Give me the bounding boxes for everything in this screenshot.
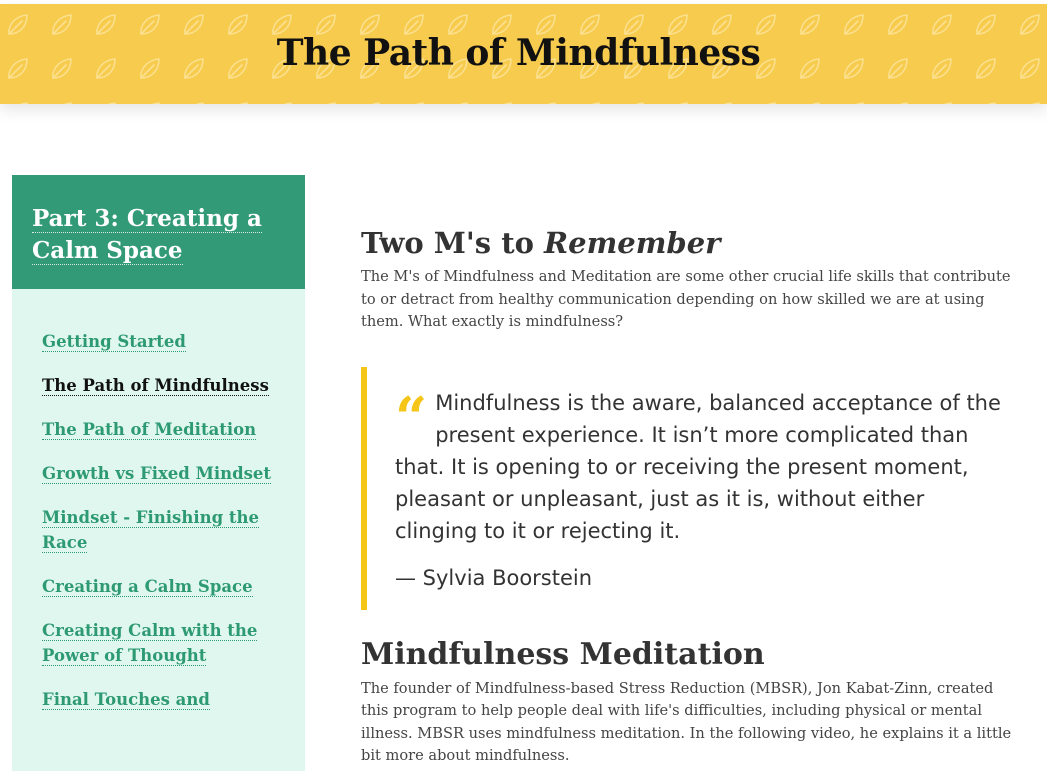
pull-quote	[361, 367, 1021, 610]
section-heading-meditation: Mindfulness Meditation	[361, 636, 765, 672]
sidebar-item-path-of-mindfulness[interactable]	[42, 373, 285, 398]
sidebar-item-label[interactable]: Final Touches and	[42, 690, 210, 709]
sidebar-item-label[interactable]: The Path of Mindfulness	[42, 376, 269, 395]
sidebar-item-label[interactable]: Growth vs Fixed Mindset	[42, 464, 272, 483]
quote-icon: “	[395, 384, 428, 451]
sidebar-item-label[interactable]: The Path of Meditation	[42, 420, 257, 439]
sidebar-item-creating-calm-space[interactable]	[42, 574, 285, 599]
meditation-paragraph: The founder of Mindfulness-based Stress Reduction (MBSR), Jon Kabat-Zinn, created this program to help people deal with life's difficulties, including physical or mental illness. MBSR uses mindfulness meditation. In the following video, he explains it a little bit more about mindfulness.	[361, 679, 1012, 764]
sidebar-item-label[interactable]: Creating Calm with the Power of Thought	[42, 621, 258, 665]
sidebar-item-growth-vs-fixed[interactable]	[42, 461, 285, 486]
quote-attribution: — Sylvia Boorstein	[395, 565, 593, 590]
sidebar-item-path-of-meditation[interactable]	[42, 417, 285, 442]
heading-emphasis: Remember	[544, 226, 721, 260]
sidebar-item-label[interactable]: Creating a Calm Space	[42, 577, 253, 596]
quote-text: Mindfulness is the aware, balanced acceptance of the present experience. It isn’t more complicated than that. It is opening to or receiving the present moment, pleasant or unpleasant, just as it is, without either clinging to it or rejecting it.	[395, 390, 1001, 543]
sidebar-item-label[interactable]: Mindset - Finishing the Race	[42, 508, 260, 552]
heading-text: Two M's to	[361, 226, 545, 260]
sidebar-list	[12, 289, 305, 771]
sidebar-item-mindset-finishing[interactable]	[42, 505, 285, 555]
sidebar-item-label[interactable]: Getting Started	[42, 332, 186, 351]
sidebar-item-final-touches[interactable]	[42, 687, 285, 712]
sidebar-item-creating-calm-thought[interactable]	[42, 618, 285, 668]
sidebar-section-title[interactable]: Part 3: Creating a Calm Space	[32, 205, 262, 264]
sidebar-nav	[12, 175, 305, 771]
main-content	[361, 224, 1021, 768]
header-banner	[0, 4, 1047, 104]
section-heading-two-ms	[361, 224, 1021, 262]
sidebar-section-header[interactable]	[12, 175, 305, 289]
intro-paragraph: The M's of Mindfulness and Meditation are some other crucial life skills that contribute to or detract from healthy communication depending on how skilled we are at using them. What exactly is mindfulness?	[361, 268, 1011, 330]
sidebar-item-getting-started[interactable]	[42, 329, 285, 354]
page-title: The Path of Mindfulness	[276, 32, 761, 74]
